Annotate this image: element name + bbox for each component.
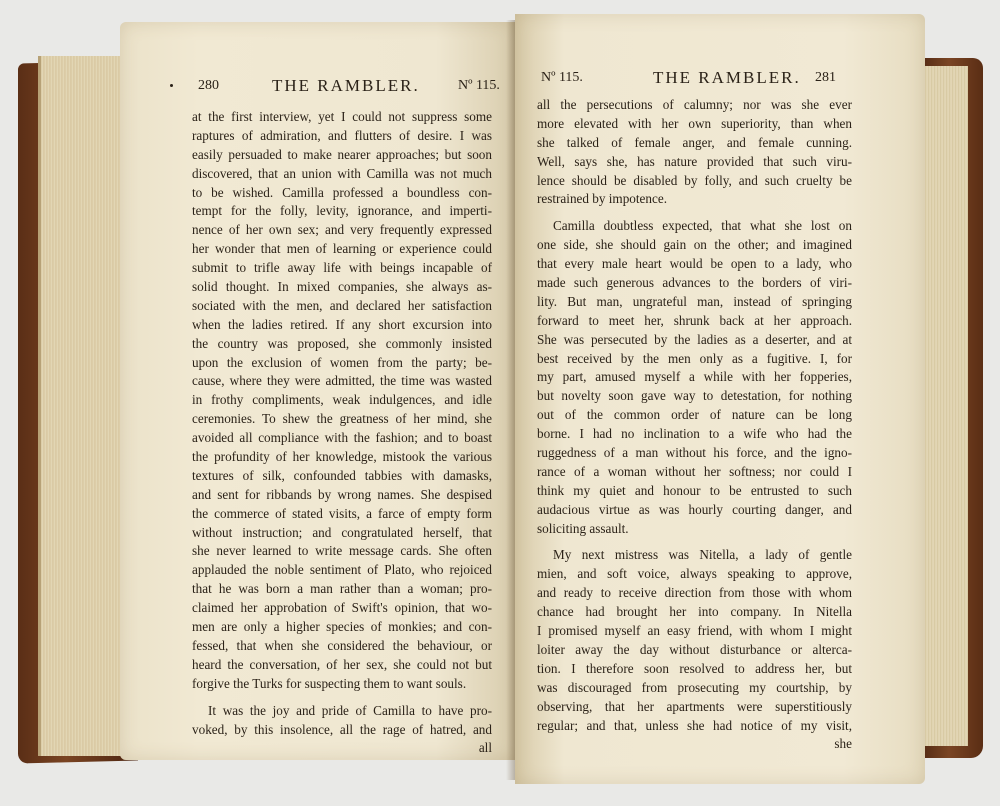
text-line: more elevated with her own superiority, than when: [537, 115, 852, 131]
text-line: all the persecutions of calumny; nor was she ever: [537, 97, 852, 112]
text-line: sociated with the men, and declared her satisfaction: [192, 297, 492, 313]
text-line: Well, says she, has nature provided that such viru-: [537, 153, 852, 169]
text-line: applauded the noble sentiment of Plato, who rejoiced: [192, 562, 492, 578]
text-line: think my quiet and honour to be entrusted to such: [537, 482, 852, 498]
text-line: she: [834, 736, 852, 752]
text-line: voked, by this insolence, all the rage of hatred, and: [192, 721, 492, 737]
page-mark: [170, 84, 173, 87]
text-line: easily persuaded to make nearer approaches; but soon: [192, 146, 492, 162]
text-line: regular; and that, unless she had notice of my visit,: [537, 717, 852, 733]
text-line: submit to trifle away life with beings incapable of: [192, 260, 492, 276]
text-line: in frothy compliments, weak indulgences, and idle: [192, 392, 492, 408]
running-title: THE RAMBLER.: [653, 68, 801, 87]
text-line: claimed her approbation of Swift's opinion, that wo-: [192, 600, 492, 616]
text-line: all: [478, 740, 492, 756]
page-number: 280: [198, 78, 219, 93]
text-line: nence of her own sex; and very frequently expressed: [192, 222, 492, 238]
text-line: without instruction; and congratulated herself, that: [192, 524, 492, 540]
text-line: soliciting assault.: [537, 520, 629, 536]
text-line: observing, that her apartments were superstitiously: [537, 698, 852, 714]
text-line: chance had brought her into company. In Nitella: [537, 604, 852, 620]
text-line: her wonder that men of learning or experience could: [192, 241, 492, 257]
right-page-text: [537, 96, 852, 754]
text-line: loiter away the day without disturbance or alterca-: [537, 641, 852, 657]
left-page-text: [192, 108, 492, 758]
text-line: best received by the men only as a fugitive. I, for: [537, 350, 852, 366]
text-line: It was the joy and pride of Camilla to have pro-: [208, 702, 492, 718]
running-title: THE RAMBLER.: [272, 76, 420, 95]
text-line: she never learned to write message cards. She often: [192, 543, 492, 559]
text-line: My next mistress was Nitella, a lady of gentle: [553, 547, 852, 563]
text-line: and ready to receive direction from those with whom: [537, 585, 852, 601]
text-line: audacious virtue as was hourly courting danger, and: [537, 501, 852, 517]
text-line: fessed, that when she considered the behaviour, or: [192, 637, 492, 653]
text-line: solid thought. In mixed companies, she always as-: [192, 279, 492, 295]
text-line: mien, and soft voice, always speaking to approve,: [537, 566, 852, 582]
text-line: the country was proposed, she commonly insisted: [192, 335, 492, 351]
text-line: the commerce of stated visits, a farce of empty form: [192, 505, 492, 521]
text-line: Camilla doubtless expected, that what she lost on: [553, 218, 852, 234]
text-line: out of the common order of nature can be long: [537, 407, 852, 423]
text-line: to be wished. Camilla professed a boundless con-: [192, 184, 492, 200]
left-page: [120, 22, 515, 760]
text-line: one side, she should gain on the other; and imagined: [537, 237, 852, 253]
text-line: I promised myself an easy friend, with whom I might: [537, 623, 852, 639]
text-line: when the ladies retired. If any short excursion into: [192, 316, 492, 332]
text-line: and sent for ribbands by wrong names. She despised: [192, 486, 492, 502]
text-line: lity. But man, ungrateful man, instead of springing: [537, 293, 852, 309]
text-line: lence should be disabled by folly, and such cruelty be: [537, 172, 852, 188]
page-number: 281: [815, 70, 836, 85]
text-line: was discouraged from prosecuting my courtship, by: [537, 679, 852, 695]
text-line: the profundity of her knowledge, mistook the various: [192, 449, 492, 465]
text-line: men are only a higher species of monkies; and con-: [192, 619, 492, 635]
text-line: restrained by impotence.: [537, 191, 667, 207]
text-line: heard the conversation, of her sex, she could not but: [192, 656, 492, 672]
text-line: forgive the Turks for suspecting them to want souls.: [192, 675, 467, 691]
text-line: ruggedness of a man without his force, and the igno-: [537, 445, 852, 461]
text-line: She was persecuted by the ladies as a deserter, and at: [537, 331, 852, 347]
text-line: tion. I therefore soon resolved to address her, but: [537, 660, 852, 676]
text-line: textures of silk, confounded tabbies with damasks,: [192, 467, 492, 483]
text-line: ceremonies. To shew the greatness of her mind, she: [192, 411, 492, 427]
text-line: cause, where they were admitted, the time was wasted: [192, 373, 492, 389]
text-line: that he was born a man rather than a woman; pro-: [192, 581, 492, 597]
text-line: borne. I had no inclination to a wife who had the: [537, 426, 852, 442]
text-line: forward to meet her, shrunk back at her approach.: [537, 312, 852, 328]
text-line: at the first interview, yet I could not suppress some: [192, 109, 492, 124]
text-line: rance of a woman without her softness; nor could I: [537, 463, 852, 479]
left-page-edges: [38, 56, 133, 756]
essay-number: Nº 115.: [458, 78, 500, 93]
right-page-edges: [918, 66, 968, 746]
text-line: tempt for the folly, levity, ignorance, and imperti-: [192, 203, 492, 219]
text-line: but novelty soon gave way to detestation, for nothing: [537, 388, 852, 404]
text-line: made such generous advances to the borders of viri-: [537, 275, 852, 291]
right-page: [515, 14, 925, 784]
text-line: avoided all compliance with the fashion; and to boast: [192, 430, 492, 446]
essay-number: Nº 115.: [541, 70, 583, 85]
text-line: my part, amused myself a while with her fopperies,: [537, 369, 852, 385]
text-line: upon the exclusion of women from the party; be-: [192, 354, 492, 370]
text-line: discovered, that an union with Camilla was not much: [192, 165, 492, 181]
text-line: she talked of female anger, and female cunning.: [537, 134, 852, 150]
text-line: raptures of admiration, and flutters of desire. I was: [192, 127, 492, 143]
text-line: that every male heart would be open to a lady, who: [537, 256, 852, 272]
